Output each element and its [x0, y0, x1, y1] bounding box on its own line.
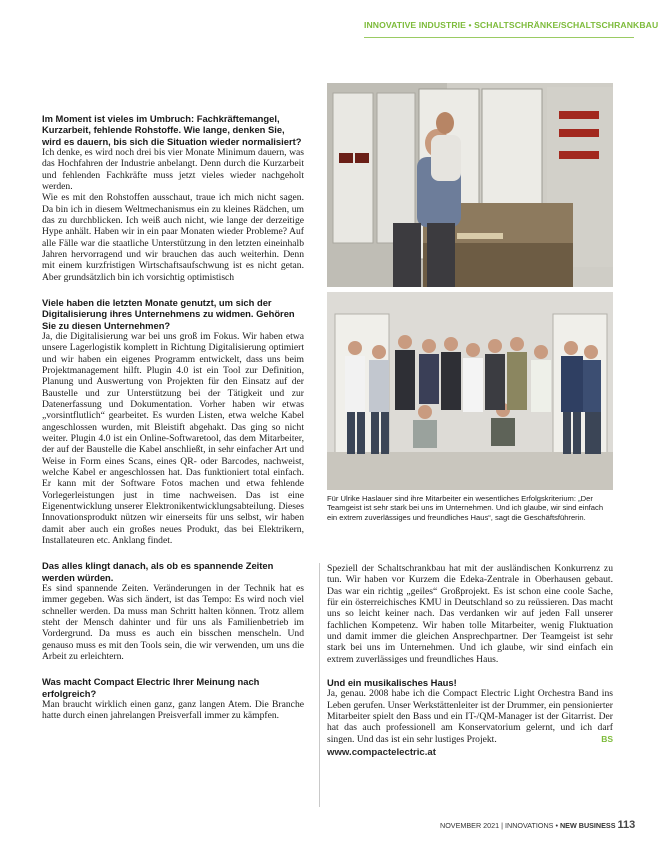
answer-3: Es sind spannende Zeiten. Veränderungen in der Technik hat es immer gegeben. Was sich ändert, ist das Tempo: Es wird noch viel schneller werden. Da muss man Schritt halten können. Trotz allem steht der Mensch dahinter und für uns als Familienbetrieb im Vordergrund. Da muss es auch ein bisschen menscheln. Und genauso muss es mit den Tools sein, die wir verwenden, um uns die Arbeit zu erleichtern. — [42, 583, 304, 663]
answer-1-paragraph-2: Wie es mit den Rohstoffen ausschaut, traue ich mich nicht sagen. Da bin ich in diesem Weltmechanismus ein zu kleines Rädchen, um das zu durchblicken. Ich weiß auch nicht, wie lange der derzeitige Hype anhält. Haben wir in ein paar Monaten wieder Probleme? Auf alle Fälle war die staatliche Unterstützung in den letzten eineinhalb Jahren hervorragend und wir brauchen das auch weiterhin. Denn mit einem kurzfristigen Wirtschaftsaufschwung ist es nicht getan. Aber grundsätzlich bin ich vorsichtig optimistisch — [42, 192, 304, 283]
question-2: Viele haben die letzten Monate genutzt, um sich der Digitalisierung ihres Unternehmens zu widmen. Gehören Sie zu diesen Unternehmen? — [42, 297, 295, 331]
footer-date: NOVEMBER 2021 — [440, 821, 500, 830]
page-footer — [440, 819, 636, 835]
left-column — [42, 113, 304, 722]
footer-brand: NEW BUSINESS — [559, 821, 616, 830]
team-illustration — [327, 292, 613, 490]
answer-4: Man braucht wirklich einen ganz, ganz langen Atem. Die Branche hatte durch einen jahrelangen Preisverfall immer zu kämpfen. — [42, 699, 304, 722]
footer-bullet: • — [555, 821, 558, 830]
answer-1-paragraph-1: Ich denke, es wird noch drei bis vier Monate Minimum dauern, was das Hochfahren der Industrie anbelangt. Denn durch die Kurzarbeit und fehlenden Fachkräfte muss jetzt vieles wieder nachgeholt werden. — [42, 146, 304, 192]
running-header — [364, 20, 658, 38]
question-1: Im Moment ist vieles im Umbruch: Fachkräftemangel, Kurzarbeit, fehlende Rohstoffe. Wie lange, denken Sie, wird es dauern, bis sich die Situation wieder normalisiert? — [42, 113, 302, 147]
author-initials: BS — [601, 733, 613, 744]
question-5: Und ein musikalisches Haus! — [327, 677, 457, 689]
question-3: Das alles klingt danach, als ob es spannende Zeiten werden würden. — [42, 560, 274, 583]
workshop-photo — [327, 83, 613, 287]
answer-4-continued: Speziell der Schaltschrankbau hat mit der ausländischen Konkurrenz zu tun. Wir haben vor Kurzem die Edeka-Zentrale in Oberhausen gebaut. Das war ein richtig „geiles“ Großprojekt. Es ist schon eine coole Sache, für ein österreichisches KMU in Deutschland so zu reüssieren. Das macht uns so leicht keiner nach. Das verdanken wir auf jeden Fall unserer fachlichen Kompetenz. Wir haben tolle Mitarbeiter, wenig Fluktuation und damit immer die gleichen Ansprechpartner. Der Teamgeist ist sehr stark bei uns im Unternehmen. Und ich glaube, wir sind einfach ein extrem zuverlässiges und freundliches Haus. — [327, 563, 613, 665]
header-subsection: SCHALTSCHRÄNKE/SCHALTSCHRANKBAU — [474, 20, 658, 30]
workshop-illustration — [327, 83, 613, 287]
answer-5-text: Ja, genau. 2008 habe ich die Compact Electric Light Orchestra Band ins Leben gerufen. Unser Werkstättenleiter ist der Drummer, ein pensionierter Mitarbeiter spielt den Bass und ein IT-/QM-Manager ist der Gitarrist. Der hat das auch professionell am Konservatorium gelernt, und ich darf singen. Und das ist ein sehr lustiges Projekt. — [327, 688, 613, 745]
footer-magazine: INNOVATIONS — [505, 821, 554, 830]
header-section: INNOVATIVE INDUSTRIE — [364, 20, 466, 30]
team-photo — [327, 292, 613, 490]
page-number: 113 — [617, 819, 636, 831]
column-divider — [319, 563, 320, 807]
header-separator: • — [468, 20, 472, 30]
right-column — [327, 563, 613, 758]
photo-caption: Für Ulrike Haslauer sind ihre Mitarbeiter ein wesentliches Erfolgskriterium: „Der Teamgeist ist sehr stark bei uns im Unternehmen. Und ich glaube, wir sind einfach ein extrem zuverlässiges und freundliches Haus“, sagt die Geschäftsführerin. — [327, 494, 604, 522]
company-url[interactable]: www.compactelectric.at — [327, 747, 436, 759]
answer-5 — [327, 688, 613, 745]
answer-2: Ja, die Digitalisierung war bei uns groß im Fokus. Wir haben etwa unsere Lagerlogistik komplett in Richtung Digitalisierung optimiert und wir haben ein eigenes Programm entwickelt, dass uns beim Projektmanagement hilft. Plugin 4.0 ist ein Tool zur Definition, Planung und Auswertung von Projekten für den Einsatz auf der Baustelle und zur Unterstützung bei der Tätigkeit und zur Datenerfassung und Dokumentation. Vorher haben wir etwas „vorsintflutlich“ gearbeitet. Es wurden Listen, etwa welche Kabel angeschlossen wurden, mit Bleistift abgehakt. Das ging so nicht weiter. Plugin 4.0 ist ein Online-Softwaretool, das dem Mitarbeiter, der auf der Baustelle die Kabel anschließt, in sehr einfacher Art und Weise in Form eines Scans, eines QR- oder Barcodes, nachweist, welche Kabel er angeschlossen hat. Das funktioniert total einfach. Er kann mit der Software Fotos machen und etwa fehlende Vorlegerleistungen just in time nachweisen. Das ist eine Eigenentwicklung unserer Elektronikentwicklungsabteilung. Dieses Innovationsprodukt nützen wir einerseits für uns selbst, wir haben damit aber auch ein großes neues Produkt, das bei Elektrikern, Installateuren etc. Anklang findet. — [42, 330, 304, 547]
header-rule — [364, 37, 634, 38]
footer-divider: | — [501, 821, 503, 830]
question-4: Was macht Compact Electric Ihrer Meinung nach erfolgreich? — [42, 676, 260, 699]
